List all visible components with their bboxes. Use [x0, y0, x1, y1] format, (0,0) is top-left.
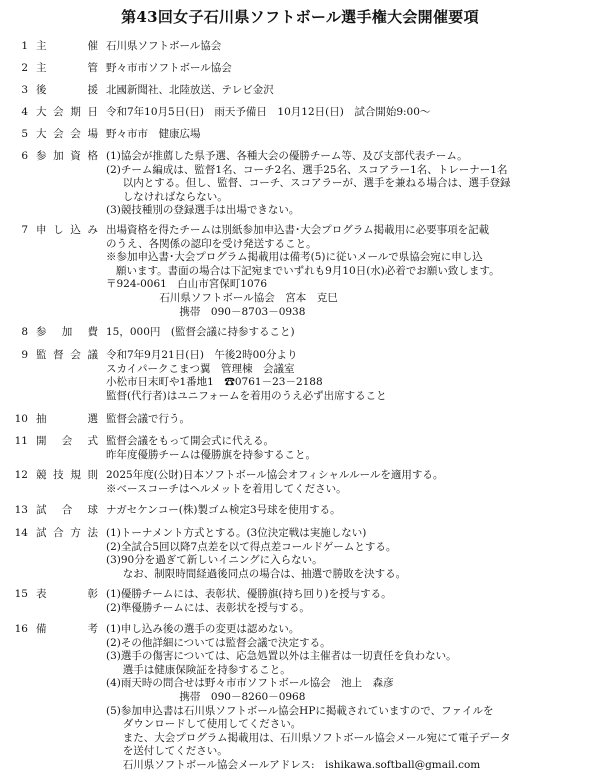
section-line: また、大会プログラム掲載用は、石川県ソフトボール協会メール宛にて電子データ	[106, 731, 511, 744]
section-line: (2)全試合5回以降7点差を以て得点差コールドゲームとする。	[106, 540, 397, 553]
section-line: (3)選手の傷害については、応急処置以外は主催者は一切責任を負わない。	[106, 650, 457, 663]
section-line: (1)申し込み後の選手の変更は認めない。	[106, 623, 300, 635]
section-body	[106, 435, 596, 462]
section-label: 抽 選	[36, 413, 98, 425]
section-line: (3)90分を過ぎて新しいイニングに入らない。	[106, 554, 323, 567]
section-label: 主 管	[36, 62, 98, 74]
document-title: 第43回女子石川県ソフトボール選手権大会開催要項	[121, 8, 479, 26]
section-body	[106, 504, 596, 518]
section-label: 試 合 球	[36, 504, 98, 516]
section-body	[106, 84, 596, 98]
section-body	[106, 623, 596, 773]
section-line: (1)協会が推薦した県予選、各種大会の優勝チーム等、及び支部代表チーム。	[106, 150, 468, 162]
section-number: 15	[14, 588, 28, 600]
section-body	[106, 106, 596, 120]
section-line: (2)チーム編成は、監督1名、コーチ2名、選手25名、スコアラー1名、トレーナー1名	[106, 163, 508, 176]
section-line: 携帯 090－8260－0968	[106, 690, 306, 703]
section-line: ※ベースコーチはヘルメットを着用してください。	[106, 482, 347, 495]
section-line: ダウンロードして使用してください。	[106, 718, 302, 731]
section-label: 参 加 資 格	[36, 150, 98, 162]
section-body	[106, 62, 596, 76]
section-label: 試 合 方 法	[36, 527, 98, 539]
section-line: 野々市市ソフトボール協会	[106, 62, 232, 74]
section-label: 後 援	[36, 84, 98, 96]
section-number: 14	[14, 527, 28, 539]
section-line: 野々市市 健康広場	[106, 128, 201, 140]
section-label: 大 会 期 日	[36, 106, 98, 118]
section-line: 監督会議をもって開会式に代える。	[106, 435, 274, 447]
section-body	[106, 40, 596, 54]
section-line: (2)その他詳細については監督会議で決定する。	[106, 636, 331, 649]
section-label: 表 彰	[36, 588, 98, 600]
section-line: ナガセケンコー(株)製ゴム検定3号球を使用する。	[106, 504, 341, 516]
section-body	[106, 326, 596, 340]
section-line: (1)優勝チームには、表彰状、優勝旗(持ち回り)を授与する。	[106, 588, 392, 600]
section-line: 2025年度(公財)日本ソフトボール協会オフィシャルルールを適用する。	[106, 469, 444, 481]
section-number: 1	[21, 40, 28, 52]
section-line: ※参加申込書･大会プログラム掲載用は備考(5)に従いメールで県協会宛に申し込	[106, 251, 483, 264]
section-line: 昨年度優勝チームは優勝旗を持参すること。	[106, 448, 316, 461]
section-label: 主 催	[36, 40, 98, 52]
section-number: 13	[14, 504, 28, 516]
section-number: 2	[21, 62, 28, 74]
section-label: 申 し 込 み	[36, 224, 98, 236]
section-body	[106, 150, 596, 218]
section-line: 監督(代行者)はユニフォームを着用のうえ必ず出席すること	[106, 389, 387, 402]
section-line: 選手は健康保険証を持参すること。	[106, 663, 291, 676]
section-line: 令和7年9月21日(日) 午後2時00分より	[106, 349, 298, 361]
section-line: 〒924-0061 白山市宮保町1076	[106, 278, 268, 291]
section-line: 石川県ソフトボール協会	[106, 40, 222, 52]
section-number: 3	[21, 84, 28, 96]
section-label: 監 督 会 議	[36, 349, 98, 361]
section-number: 9	[21, 349, 28, 361]
section-line: 携帯 090－8703－0938	[106, 305, 306, 318]
section-label: 大 会 会 場	[36, 128, 98, 140]
section-line: なお、制限時間経過後同点の場合は、抽選で勝敗を決する。	[106, 567, 407, 580]
section-line: 石川県ソフトボール協会 宮本 克巳	[106, 291, 338, 304]
section-line: 令和7年10月5日(日) 雨天予備日 10月12日(日) 試合開始9:00～	[106, 106, 431, 118]
section-number: 7	[21, 224, 28, 236]
section-number: 8	[21, 326, 28, 338]
section-line: スカイパークこまつ翼 管理棟 会議室	[106, 362, 295, 375]
section-label: 備 考	[36, 623, 98, 635]
section-number: 16	[14, 623, 28, 635]
section-line: しなければならない。	[106, 190, 228, 203]
section-number: 4	[21, 106, 28, 118]
section-line: (1)トーナメント方式とする。(3位決定戦は実施しない)	[106, 527, 367, 539]
section-line: (4)雨天時の問合せは野々市市ソフトボール協会 池上 森彦	[106, 677, 394, 690]
section-body	[106, 469, 596, 496]
section-line: 出場資格を得たチームは別紙参加申込書･大会プログラム掲載用に必要事項を記載	[106, 224, 490, 236]
section-number: 6	[21, 150, 28, 162]
section-body	[106, 349, 596, 403]
section-body	[106, 588, 596, 615]
section-body	[106, 128, 596, 142]
section-line: 石川県ソフトボール協会メールアドレス: ishikawa.softball@gmail.com	[106, 758, 481, 771]
section-number: 11	[14, 435, 28, 447]
section-label: 開 会 式	[36, 435, 98, 447]
section-number: 10	[14, 413, 28, 425]
section-line: 願います。書面の場合は下記宛までいずれも9月10日(水)必着でお願い致します。	[106, 264, 500, 277]
section-number: 5	[21, 128, 28, 140]
section-line: 北國新聞社、北陸放送、テレビ金沢	[106, 84, 274, 96]
section-line: (3)競技種別の登録選手は出場できない。	[106, 204, 300, 217]
section-label: 参 加 費	[36, 326, 98, 338]
section-number: 12	[14, 469, 28, 481]
section-line: 15，000円 (監督会議に持参すること)	[106, 326, 295, 338]
section-line: 監督会議で行う。	[106, 413, 190, 425]
section-body	[106, 527, 596, 581]
section-line: 以内とする。但し、監督、コーチ、スコアラーが、選手を兼ねる場合は、選手登録	[106, 177, 511, 190]
section-line: のうえ、各関係の認印を受け発送すること。	[106, 237, 317, 250]
section-line: を送付してください。	[106, 745, 228, 758]
section-line: (2)準優勝チームには、表彰状を授与する。	[106, 601, 310, 614]
section-label: 競 技 規 則	[36, 469, 98, 481]
section-body	[106, 224, 596, 319]
section-line: (5)参加申込書は石川県ソフトボール協会HPに掲載されていますので、ファイルを	[106, 704, 494, 717]
section-line: 小松市日末町や1番地1 ☎0761－23－2188	[106, 376, 323, 389]
section-body	[106, 413, 596, 427]
